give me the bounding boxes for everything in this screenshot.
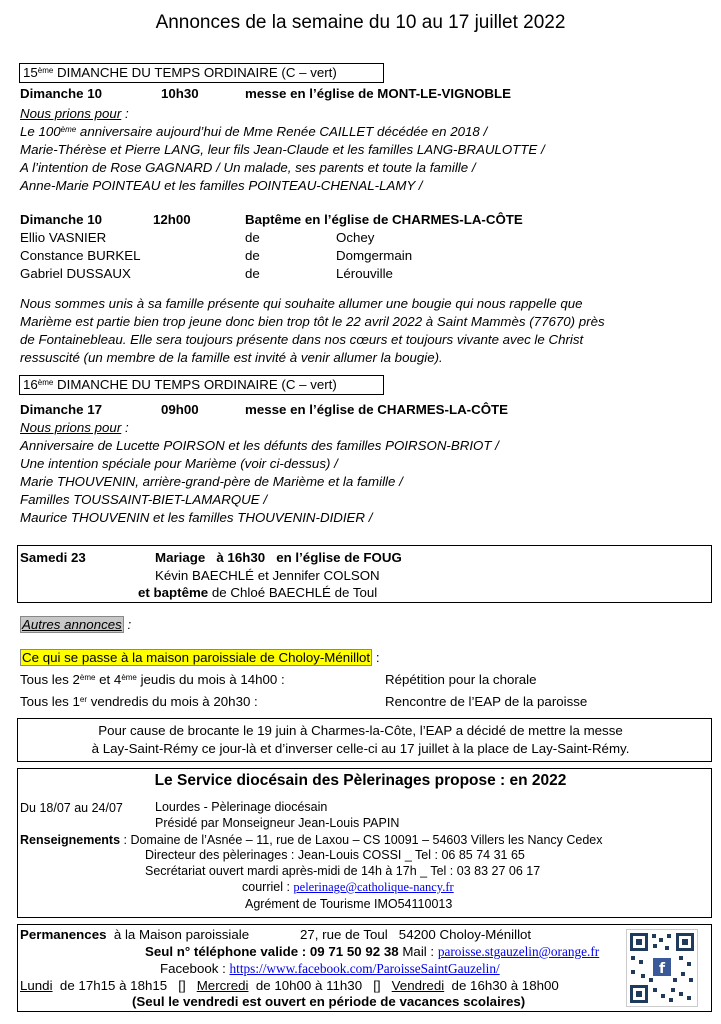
- pelerinages-trip: Lourdes - Pèlerinage diocésain: [155, 800, 328, 814]
- bapteme-note-2: Marième est partie bien trop jeune donc bien trop tôt le 22 avril 2022 à Saint Mammès (77670) près: [20, 314, 605, 329]
- maison-row-2: Tous les 1er vendredis du mois à 20h30 :: [20, 694, 258, 709]
- bapteme-day: Dimanche 10: [20, 212, 103, 227]
- bapteme-child-1-name: Ellio VASNIER: [20, 230, 107, 245]
- mariage-day: Samedi 23: [20, 550, 86, 565]
- qr-code-icon: [626, 929, 698, 1007]
- bapteme-child-1-de: de: [245, 230, 260, 245]
- courriel-link[interactable]: pelerinage@catholique-nancy.fr: [293, 880, 454, 894]
- permanences-note: (Seul le vendredi est ouvert en période de vacances scolaires): [132, 994, 526, 1009]
- maison-row-2-what: Rencontre de l’EAP de la paroisse: [385, 694, 588, 709]
- sunday15-event: messe en l’église de MONT-LE-VIGNOBLE: [245, 86, 512, 101]
- sunday15-intention-3: A l’intention de Rose GAGNARD / Un malade, ses parents et toute la famille /: [20, 160, 476, 175]
- bapteme-child-3-name: Gabriel DUSSAUX: [20, 266, 131, 281]
- sunday15-prions: Nous prions pour :: [20, 106, 129, 121]
- svg-text:f: f: [658, 961, 666, 977]
- pelerinages-secretariat: Secrétariat ouvert mardi après-midi de 14h à 17h _ Tel : 03 83 27 06 17: [145, 864, 541, 878]
- sunday15-time: 10h30: [161, 86, 199, 101]
- sunday16-time: 09h00: [161, 402, 199, 417]
- pelerinages-directeur: Directeur des pèlerinages : Jean-Louis COSSI _ Tel : 06 85 74 31 65: [145, 848, 525, 862]
- bapteme-child-2-de: de: [245, 248, 260, 263]
- permanences-address: 27, rue de Toul 54200 Choloy-Ménillot: [300, 927, 532, 942]
- pelerinages-agrement: Agrément de Tourisme IMO54110013: [245, 897, 453, 911]
- sunday16-intention-4: Familles TOUSSAINT-BIET-LAMARQUE /: [20, 492, 268, 507]
- brocante-line-2: à Lay-Saint-Rémy ce jour-là et d’inverser celle-ci au 17 juillet à la place de Lay-Saint-Rémy.: [91, 741, 630, 756]
- bapteme-child-1-place: Ochey: [336, 230, 375, 245]
- bapteme-time: 12h00: [153, 212, 191, 227]
- pelerinages-preside: Présidé par Monseigneur Jean-Louis PAPIN: [155, 816, 400, 830]
- sunday16-intention-1: Anniversaire de Lucette POIRSON et les défunts des familles POIRSON-BRIOT /: [20, 438, 499, 453]
- sunday16-event: messe en l’église de CHARMES-LA-CÔTE: [245, 402, 509, 417]
- mail-link[interactable]: paroisse.stgauzelin@orange.fr: [437, 944, 600, 959]
- mariage-couple: Kévin BAECHLÉ et Jennifer COLSON: [155, 568, 380, 583]
- sunday15-intention-4: Anne-Marie POINTEAU et les familles POINTEAU-CHENAL-LAMY /: [20, 178, 423, 193]
- brocante-line-1: Pour cause de brocante le 19 juin à Charmes-la-Côte, l’EAP a décidé de mettre la messe: [98, 723, 623, 738]
- bapteme-note-3: de Fontainebleau. Elle sera toujours présente dans nos cœurs et toujours vivante avec le Christ: [20, 332, 584, 347]
- sunday15-day: Dimanche 10: [20, 86, 103, 101]
- mariage-bapteme: et baptême de Chloé BAECHLÉ de Toul: [138, 585, 378, 600]
- sunday15-header: 15ème DIMANCHE DU TEMPS ORDINAIRE (C – vert): [23, 65, 337, 80]
- bapteme-child-3-de: de: [245, 266, 260, 281]
- sunday16-prions: Nous prions pour :: [20, 420, 129, 435]
- bapteme-child-2-name: Constance BURKEL: [20, 248, 141, 263]
- pelerinages-renseignements: Renseignements : Domaine de l’Asnée – 11, rue de Laxou – CS 10091 – 54603 Villers les Nancy Cedex: [20, 833, 603, 847]
- sunday16-day: Dimanche 17: [20, 402, 103, 417]
- permanences-phone: Seul n° téléphone valide : 09 71 50 92 38 Mail : paroisse.stgauzelin@orange.fr: [145, 944, 600, 959]
- autres-annonces: Autres annonces :: [22, 617, 132, 632]
- sunday16-intention-3: Marie THOUVENIN, arrière-grand-père de Marième et la famille /: [20, 474, 403, 489]
- maison-header: Ce qui se passe à la maison paroissiale de Choloy-Ménillot :: [22, 650, 380, 665]
- bapteme-event: Baptême en l’église de CHARMES-LA-CÔTE: [245, 212, 523, 227]
- sunday16-intention-2: Une intention spéciale pour Marième (voir ci-dessus) /: [20, 456, 338, 471]
- permanences-facebook: Facebook : https://www.facebook.com/ParoisseSaintGauzelin/: [160, 961, 500, 976]
- mariage-event: Mariage à 16h30 en l’église de FOUG: [155, 550, 402, 565]
- facebook-link[interactable]: https://www.facebook.com/ParoisseSaintGauzelin/: [229, 961, 500, 976]
- bapteme-child-2-place: Domgermain: [336, 248, 413, 263]
- sunday16-intention-5: Maurice THOUVENIN et les familles THOUVENIN-DIDIER /: [20, 510, 373, 525]
- sunday15-intention-2: Marie-Thérèse et Pierre LANG, leur fils Jean-Claude et les familles LANG-BRAULOTTE /: [20, 142, 545, 157]
- maison-row-1: Tous les 2ème et 4ème jeudis du mois à 14h00 :: [20, 672, 285, 687]
- pelerinages-title: Le Service diocésain des Pèlerinages propose : en 2022: [154, 772, 567, 789]
- bapteme-child-3-place: Lérouville: [336, 266, 393, 281]
- sunday16-header: 16ème DIMANCHE DU TEMPS ORDINAIRE (C – vert): [23, 377, 337, 392]
- page-title: Annonces de la semaine du 10 au 17 juillet 2022: [155, 12, 566, 33]
- pelerinages-courriel: courriel : pelerinage@catholique-nancy.fr: [242, 880, 454, 894]
- maison-row-1-what: Répétition pour la chorale: [385, 672, 537, 687]
- pelerinages-dates: Du 18/07 au 24/07: [20, 801, 123, 815]
- bapteme-note-4: ressuscité (un membre de la famille est invité à venir allumer la bougie).: [20, 350, 443, 365]
- permanences-hours: Lundi de 17h15 à 18h15 [] Mercredi de 10h00 à 11h30 [] Vendredi de 16h30 à 18h00: [20, 978, 559, 993]
- permanences-header: Permanences à la Maison paroissiale: [20, 927, 250, 942]
- sunday15-intention-1: Le 100ème anniversaire aujourd’hui de Mme Renée CAILLET décédée en 2018 /: [20, 124, 488, 139]
- bapteme-note-1: Nous sommes unis à sa famille présente qui souhaite allumer une bougie qui nous rappelle que: [20, 296, 583, 311]
